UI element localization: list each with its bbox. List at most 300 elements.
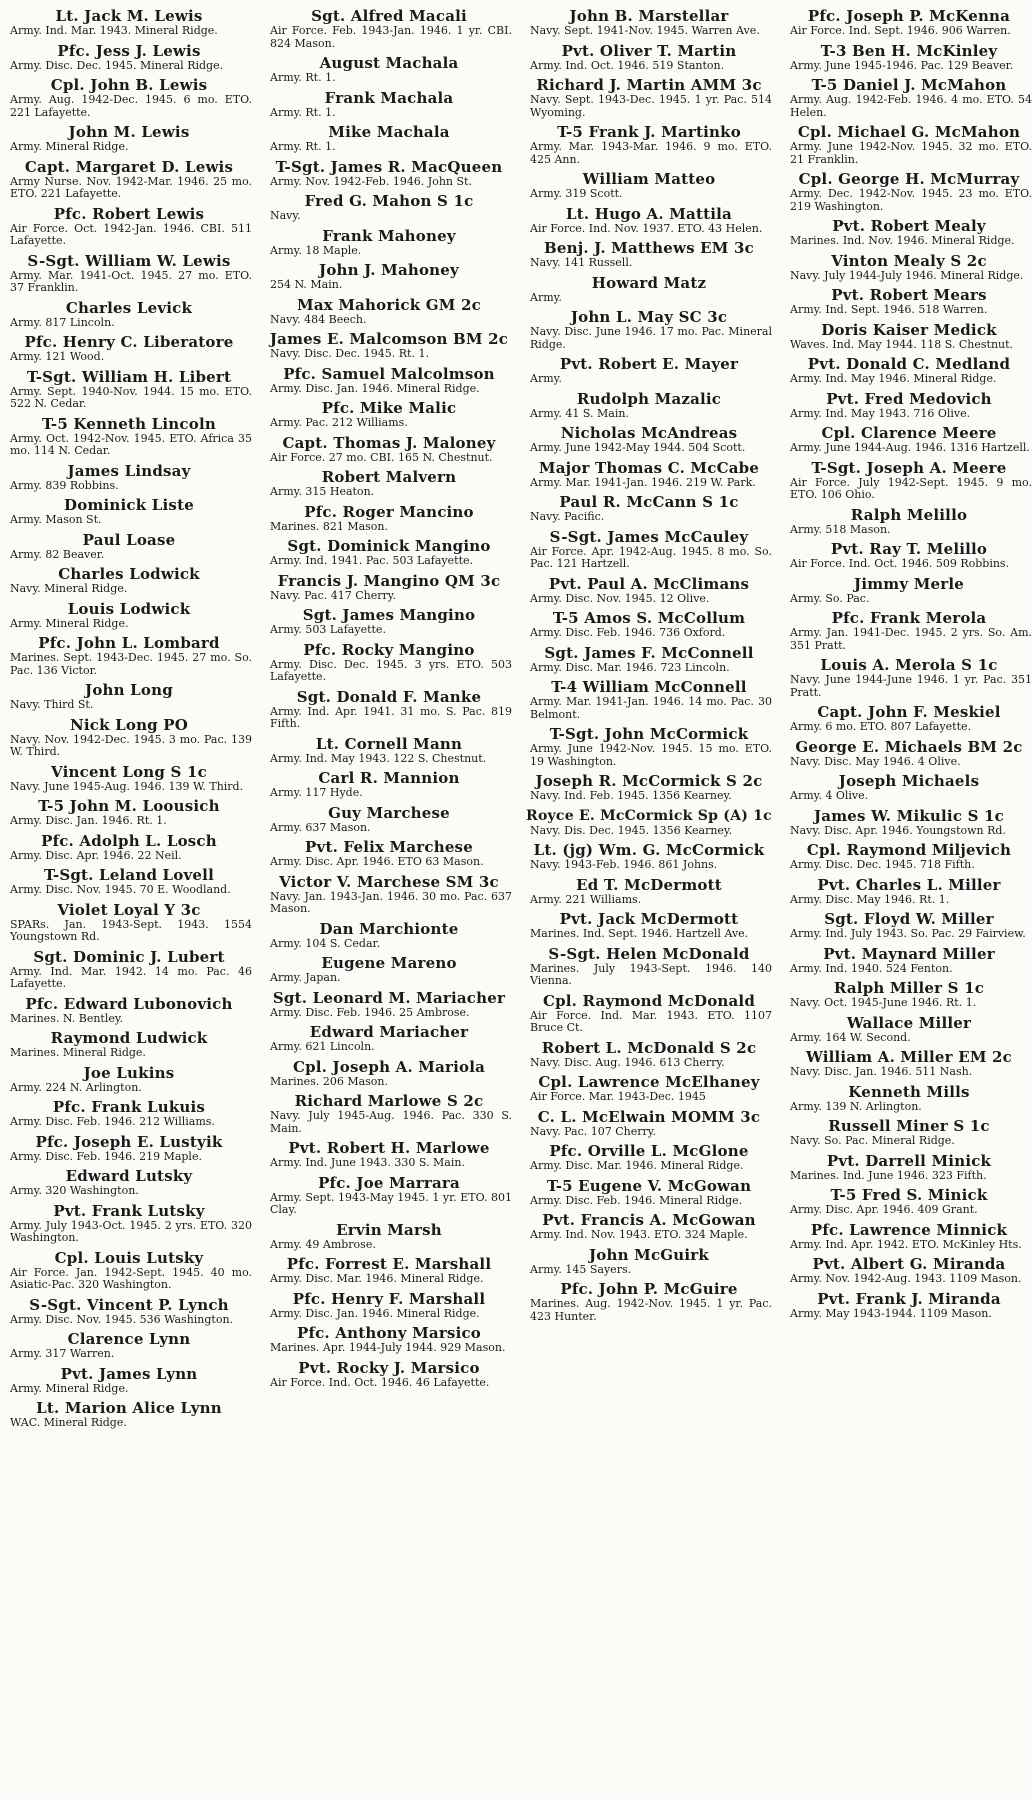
roster-entry — [526, 1143, 772, 1173]
roster-entry — [526, 1074, 772, 1104]
roster-entry — [266, 1024, 512, 1054]
service-detail: Army. Disc. Nov. 1945. 536 Washington. — [10, 1312, 234, 1326]
service-member-name: Sgt. Donald F. Manke — [296, 687, 482, 706]
service-member-name: Pfc. Joseph E. Lustyik — [35, 1132, 223, 1151]
service-member-name: Pfc. Anthony Marsico — [296, 1324, 482, 1342]
service-member-name: Eugene Mareno — [321, 954, 457, 972]
service-detail: Army. Mineral Ridge. — [10, 1381, 129, 1395]
service-member-name: Louis A. Merola S 1c — [820, 656, 998, 674]
service-detail: Air Force. Ind. Mar. 1943. ETO. 1107 Bruce Ct. — [530, 1008, 772, 1034]
service-member-name: Lt. Hugo A. Mattila — [566, 204, 732, 223]
service-member-name: Guy Marchese — [328, 803, 450, 822]
service-detail: Navy. Disc. Dec. 1945. Rt. 1. — [270, 347, 429, 360]
service-detail: Army. Disc. Jan. 1946. Mineral Ridge. — [270, 1306, 480, 1320]
service-detail: Army. 221 Williams. — [530, 892, 642, 906]
roster-entry — [266, 805, 512, 835]
roster-entry — [6, 798, 252, 828]
roster-entry — [786, 704, 1032, 734]
service-member-name: T-Sgt. James R. MacQueen — [275, 157, 503, 176]
service-member-name: Lt. Marion Alice Lynn — [36, 1399, 222, 1417]
roster-entry — [526, 356, 772, 386]
service-detail: Air Force. Ind. Oct. 1946. 509 Robbins. — [790, 557, 1010, 570]
service-member-name: Sgt. Leonard M. Mariacher — [272, 988, 506, 1007]
service-detail: Waves. Ind. May 1944. 118 S. Chestnut. — [790, 337, 1014, 351]
roster-entry — [6, 43, 252, 73]
service-detail: Army. 224 N. Arlington. — [10, 1080, 142, 1094]
service-member-name: Victor V. Marchese SM 3c — [279, 872, 499, 891]
service-detail: Marines. 206 Mason. — [270, 1074, 388, 1088]
roster-entry — [786, 1256, 1032, 1286]
roster-entry — [526, 77, 772, 119]
service-detail: Army. Mar. 1941-Jan. 1946. 14 mo. Pac. 30 Belmont. — [530, 695, 772, 721]
service-member-name: Edward Mariacher — [309, 1023, 469, 1041]
roster-entry — [266, 504, 512, 534]
service-detail: Army. Ind. Sept. 1946. 518 Warren. — [790, 303, 988, 316]
roster-entry — [266, 607, 512, 637]
service-member-name: Pfc. Roger Mancino — [304, 502, 474, 521]
roster-entry — [526, 124, 772, 166]
roster-entry — [266, 400, 512, 430]
service-detail: Army. July 1943-Oct. 1945. 2 yrs. ETO. 320 Washington. — [10, 1218, 252, 1244]
service-detail: Navy. Disc. Aug. 1946. 613 Cherry. — [530, 1055, 725, 1069]
service-detail: Army. Ind. May 1943. 122 S. Chestnut. — [270, 751, 487, 765]
service-detail: Army. Ind. Apr. 1941. 31 mo. S. Pac. 819 Fifth. — [270, 704, 512, 730]
service-detail: Army. Mar. 1941-Jan. 1946. 219 W. Park. — [530, 475, 756, 489]
service-member-name: Pfc. John P. McGuire — [560, 1280, 738, 1298]
service-detail: Army. Ind. Oct. 1946. 519 Stanton. — [530, 58, 725, 72]
service-detail: Navy. Disc. Apr. 1946. Youngstown Rd. — [790, 823, 1006, 837]
roster-entry — [266, 770, 512, 800]
service-member-name: Richard J. Martin AMM 3c — [536, 76, 762, 94]
roster-entry — [6, 867, 252, 897]
service-detail: Army. Disc. Jan. 1946. Mineral Ridge. — [270, 381, 480, 395]
service-member-name: John L. May SC 3c — [570, 308, 728, 326]
service-member-name: Cpl. John B. Lewis — [50, 76, 208, 94]
service-detail: Army. Japan. — [270, 971, 341, 984]
roster-entry — [786, 287, 1032, 317]
service-member-name: T-Sgt. Leland Lovell — [44, 866, 214, 884]
roster-entry — [266, 573, 512, 603]
service-detail: Army. Ind. June 1943. 330 S. Main. — [270, 1156, 465, 1169]
service-detail: Navy. Mineral Ridge. — [10, 582, 128, 595]
roster-entry — [786, 946, 1032, 976]
roster-entry — [266, 1059, 512, 1089]
service-detail: Army. Oct. 1942-Nov. 1945. ETO. Africa 35 mo. 114 N. Cedar. — [10, 431, 252, 457]
roster-entry — [6, 601, 252, 631]
service-detail: Marines. N. Bentley. — [10, 1011, 124, 1025]
roster-entry — [6, 682, 252, 712]
roster-entry — [526, 309, 772, 351]
service-detail: Navy. June 1945-Aug. 1946. 139 W. Third. — [10, 779, 244, 793]
roster-entry — [6, 369, 252, 411]
service-member-name: Paul R. McCann S 1c — [559, 493, 739, 511]
service-detail: Navy. Jan. 1943-Jan. 1946. 30 mo. Pac. 637 Mason. — [270, 889, 512, 915]
service-member-name: Francis J. Mangino QM 3c — [277, 571, 501, 590]
service-detail: Marines. Sept. 1943-Dec. 1945. 27 mo. So. Pac. 136 Victor. — [10, 651, 252, 677]
roster-entry — [786, 808, 1032, 838]
service-member-name: Sgt. Alfred Macali — [311, 7, 467, 25]
roster-entry — [786, 171, 1032, 213]
service-member-name: Wallace Miller — [846, 1013, 972, 1032]
service-detail: Army. 315 Heaton. — [270, 485, 375, 498]
roster-entry — [6, 159, 252, 201]
service-detail: Army. 317 Warren. — [10, 1347, 115, 1360]
service-detail: Army. 121 Wood. — [10, 350, 105, 363]
service-member-name: T-4 William McConnell — [551, 678, 747, 696]
roster-entry — [6, 497, 252, 527]
service-detail: Navy. July 1945-Aug. 1946. Pac. 330 S. Main. — [270, 1109, 512, 1135]
service-detail: Marines. Aug. 1942-Nov. 1945. 1 yr. Pac. 423 Hunter. — [530, 1297, 772, 1323]
service-detail: Army. Disc. Dec. 1945. 718 Fifth. — [790, 858, 975, 871]
roster-entry — [266, 736, 512, 766]
roster-entry — [526, 679, 772, 721]
service-member-name: Nick Long PO — [69, 715, 189, 734]
roster-entry — [6, 1400, 252, 1430]
service-detail: Army. 518 Mason. — [790, 522, 891, 536]
service-detail: Army. 320 Washington. — [10, 1184, 139, 1197]
service-member-name: August Machala — [319, 54, 459, 72]
roster-entry — [266, 538, 512, 568]
service-member-name: Pvt. Frank Lutsky — [53, 1201, 205, 1220]
roster-entry — [6, 1099, 252, 1129]
service-member-name: S-Sgt. William W. Lewis — [27, 251, 231, 270]
service-detail: Air Force. Feb. 1943-Jan. 1946. 1 yr. CBI. 824 Mason. — [270, 24, 512, 50]
service-detail: Marines. Ind. June 1946. 323 Fifth. — [790, 1168, 987, 1182]
service-detail: Army. Disc. Feb. 1946. 25 Ambrose. — [270, 1005, 470, 1019]
service-member-name: S-Sgt. James McCauley — [549, 527, 749, 546]
service-member-name: Pfc. Jess J. Lewis — [57, 41, 201, 60]
roster-entry — [526, 993, 772, 1035]
service-member-name: John M. Lewis — [68, 123, 190, 141]
roster-entry — [786, 43, 1032, 73]
service-detail: Army. Dec. 1942-Nov. 1945. 23 mo. ETO. 219 Washington. — [790, 187, 1032, 213]
service-detail: Army Nurse. Nov. 1942-Mar. 1946. 25 mo. ETO. 221 Lafayette. — [10, 174, 252, 200]
roster-entry — [266, 159, 512, 189]
service-member-name: Pvt. Robert Mealy — [832, 217, 986, 235]
roster-entry — [6, 253, 252, 295]
roster-entry — [786, 1015, 1032, 1045]
service-detail: Air Force. Jan. 1942-Sept. 1945. 40 mo. Asiatic-Pac. 320 Washington. — [10, 1265, 252, 1291]
roster-entry — [786, 77, 1032, 119]
roster-entry — [786, 773, 1032, 803]
service-member-name: Pfc. Henry C. Liberatore — [24, 333, 234, 351]
service-member-name: Pfc. Adolph L. Losch — [41, 831, 217, 850]
service-detail: Navy. Pac. 417 Cherry. — [270, 588, 397, 602]
service-detail: Army. Nov. 1942-Aug. 1943. 1109 Mason. — [790, 1272, 1022, 1285]
service-member-name: Pvt. Charles L. Miller — [817, 875, 1001, 894]
service-member-name: William Matteo — [582, 170, 716, 188]
roster-entry — [6, 1168, 252, 1198]
service-detail: Army. Disc. Feb. 1946. Mineral Ridge. — [530, 1193, 743, 1207]
service-member-name: Sgt. Dominick Mangino — [287, 537, 491, 555]
service-member-name: Pfc. Rocky Mangino — [303, 640, 475, 659]
service-member-name: T-5 Frank J. Martinko — [557, 123, 741, 141]
service-detail: Army. Disc. Dec. 1945. 3 yrs. ETO. 503 Lafayette. — [270, 657, 512, 683]
service-member-name: S-Sgt. Helen McDonald — [548, 944, 750, 963]
service-member-name: Benj. J. Matthews EM 3c — [543, 239, 754, 257]
service-detail: Navy. Disc. June 1946. 17 mo. Pac. Mineral Ridge. — [530, 325, 772, 351]
service-detail: Army. Disc. Apr. 1946. 22 Neil. — [10, 848, 182, 862]
service-member-name: Fred G. Mahon S 1c — [304, 192, 474, 210]
service-detail: Army. Jan. 1941-Dec. 1945. 2 yrs. So. Am. 351 Pratt. — [790, 626, 1032, 652]
service-detail: Army. 139 N. Arlington. — [790, 1099, 922, 1113]
roster-entry — [266, 955, 512, 985]
service-detail: Air Force. Oct. 1942-Jan. 1946. CBI. 511 Lafayette. — [10, 221, 252, 247]
roster-entry — [266, 55, 512, 85]
roster-entry — [6, 1203, 252, 1245]
service-member-name: Lt. Cornell Mann — [315, 734, 463, 753]
roster-entry — [526, 842, 772, 872]
service-member-name: T-3 Ben H. McKinley — [820, 41, 998, 60]
service-member-name: T-5 Kenneth Lincoln — [42, 414, 216, 433]
roster-entry — [786, 657, 1032, 699]
service-member-name: Cpl. George H. McMurray — [798, 170, 1020, 188]
service-detail: Army. 104 S. Cedar. — [270, 936, 381, 950]
service-member-name: Ralph Melillo — [850, 505, 968, 524]
service-detail: Air Force. Ind. Sept. 1946. 906 Warren. — [790, 24, 1011, 37]
roster-entry — [266, 366, 512, 396]
service-member-name: Ralph Miller S 1c — [833, 979, 985, 997]
service-detail: Army. Ind. May 1943. 716 Olive. — [790, 406, 971, 420]
roster-entry — [526, 43, 772, 73]
service-member-name: Lt. Jack M. Lewis — [55, 7, 203, 25]
service-detail: Army. Nov. 1942-Feb. 1946. John St. — [270, 174, 472, 188]
service-detail: Navy. 484 Beech. — [270, 312, 367, 326]
service-detail: Army. Aug. 1942-Feb. 1946. 4 mo. ETO. 54 Helen. — [790, 93, 1032, 119]
service-member-name: Cpl. Raymond McDonald — [542, 991, 756, 1010]
service-detail: Army. Sept. 1940-Nov. 1944. 15 mo. ETO. 522 N. Cedar. — [10, 384, 252, 410]
roster-entry — [786, 877, 1032, 907]
service-detail: Navy. Oct. 1945-June 1946. Rt. 1. — [790, 996, 977, 1009]
roster-entry — [526, 391, 772, 421]
roster-entry — [786, 507, 1032, 537]
roster-entry — [786, 425, 1032, 455]
roster-entry — [266, 8, 512, 50]
roster-entry — [526, 946, 772, 988]
roster-entry — [786, 322, 1032, 352]
service-detail: Navy. Third St. — [10, 698, 94, 711]
service-detail: Marines. Ind. Sept. 1946. Hartzell Ave. — [530, 927, 749, 940]
roster-entry — [526, 171, 772, 201]
roster-entry — [266, 990, 512, 1020]
roster-entry — [266, 642, 512, 684]
service-detail: Army. June 1942-Nov. 1945. 15 mo. ETO. 19 Washington. — [530, 742, 772, 768]
service-member-name: Howard Matz — [591, 273, 707, 292]
roster-entry — [266, 1140, 512, 1170]
service-detail: Army. 164 W. Second. — [790, 1030, 911, 1044]
roster-entry — [6, 1250, 252, 1292]
roster-entry — [786, 1187, 1032, 1217]
roster-entry — [266, 193, 512, 223]
service-member-name: T-5 John M. Loousich — [38, 797, 220, 815]
service-member-name: Clarence Lynn — [67, 1330, 191, 1348]
service-detail: Army. 621 Lincoln. — [270, 1040, 375, 1053]
roster-entry — [786, 391, 1032, 421]
roster-entry — [6, 1030, 252, 1060]
service-detail: Marines. Mineral Ridge. — [10, 1046, 146, 1059]
service-detail: Marines. Apr. 1944-July 1944. 929 Mason. — [270, 1341, 506, 1354]
service-detail: Army. Disc. Nov. 1945. 70 E. Woodland. — [10, 883, 231, 896]
roster-entry — [526, 206, 772, 236]
service-member-name: Rudolph Mazalic — [576, 389, 722, 408]
service-member-name: James W. Mikulic S 1c — [813, 806, 1005, 825]
roster-entry — [266, 1256, 512, 1286]
roster-entry — [266, 921, 512, 951]
service-member-name: T-5 Amos S. McCollum — [552, 609, 746, 627]
service-detail: Navy. June 1944-June 1946. 1 yr. Pac. 351 Pratt. — [790, 673, 1032, 699]
roster-entry — [786, 1291, 1032, 1321]
service-member-name: Raymond Ludwick — [50, 1029, 208, 1047]
roster-entry — [786, 980, 1032, 1010]
service-member-name: Cpl. Clarence Meere — [821, 424, 997, 442]
roster-entry — [786, 739, 1032, 769]
service-member-name: Capt. Thomas J. Maloney — [282, 433, 496, 452]
service-member-name: Pfc. Samuel Malcolmson — [283, 364, 495, 383]
service-detail: Army. 4 Olive. — [790, 789, 869, 802]
service-member-name: Cpl. Michael G. McMahon — [797, 123, 1021, 141]
roster-entry — [786, 218, 1032, 248]
service-member-name: C. L. McElwain MOMM 3c — [537, 1107, 761, 1126]
service-member-name: T-5 Eugene V. McGowan — [546, 1176, 752, 1195]
service-member-name: Pvt. Robert E. Mayer — [559, 355, 739, 373]
roster-column-1 — [6, 8, 252, 1435]
service-detail: Army. 49 Ambrose. — [270, 1237, 376, 1251]
service-member-name: Pfc. Joseph P. McKenna — [807, 7, 1011, 25]
roster-entry — [786, 911, 1032, 941]
service-detail: Navy. Disc. May 1946. 4 Olive. — [790, 754, 961, 768]
service-member-name: Pvt. Maynard Miller — [823, 944, 995, 963]
service-detail: Navy. Nov. 1942-Dec. 1945. 3 mo. Pac. 139 W. Third. — [10, 732, 252, 758]
roster-entry — [6, 949, 252, 991]
roster-entry — [6, 8, 252, 38]
roster-entry — [6, 635, 252, 677]
service-member-name: Pfc. Lawrence Minnick — [810, 1220, 1008, 1239]
service-detail: Army. Disc. Apr. 1946. 409 Grant. — [790, 1203, 978, 1216]
roster-entry — [526, 275, 772, 305]
service-detail: Army. Rt. 1. — [270, 71, 336, 84]
service-member-name: Pfc. Joe Marrara — [318, 1173, 460, 1192]
roster-entry — [6, 300, 252, 330]
service-member-name: T-Sgt. William H. Libert — [26, 367, 232, 386]
roster-entry — [6, 764, 252, 794]
service-member-name: James Lindsay — [67, 461, 191, 480]
service-detail: Army. 817 Lincoln. — [10, 315, 115, 329]
roster-entry — [786, 1222, 1032, 1252]
service-detail: Army. Mason St. — [10, 513, 102, 526]
roster-entry — [266, 1222, 512, 1252]
roster-entry — [526, 1281, 772, 1323]
roster-entry — [6, 1065, 252, 1095]
service-detail: Army. Ind. 1940. 524 Fenton. — [790, 961, 953, 975]
roster-entry — [786, 124, 1032, 166]
service-member-name: Pvt. Robert Mears — [831, 286, 987, 304]
service-detail: Army. Disc. Mar. 1946. Mineral Ridge. — [530, 1159, 744, 1172]
service-detail: Army. Mar. 1943-Mar. 1946. 9 mo. ETO. 425 Ann. — [530, 140, 772, 166]
service-detail: Army. Ind. July 1943. So. Pac. 29 Fairview. — [790, 927, 1026, 940]
service-member-name: Violet Loyal Y 3c — [57, 900, 201, 919]
roster-entry — [6, 416, 252, 458]
service-detail: Marines. 821 Mason. — [270, 519, 388, 533]
roster-entry — [266, 874, 512, 916]
service-detail: Navy. 1943-Feb. 1946. 861 Johns. — [530, 858, 718, 871]
service-member-name: James E. Malcomson BM 2c — [269, 330, 509, 348]
roster-entry — [266, 1325, 512, 1355]
roster-entry — [6, 833, 252, 863]
roster-entry — [526, 8, 772, 38]
service-member-name: Pvt. Jack McDermott — [559, 910, 739, 928]
roster-entry — [6, 532, 252, 562]
service-member-name: T-Sgt. John McCormick — [549, 725, 749, 743]
service-member-name: Pvt. Paul A. McClimans — [548, 574, 750, 593]
roster-entry — [526, 610, 772, 640]
roster-entry — [786, 253, 1032, 283]
service-member-name: Sgt. Dominic J. Lubert — [33, 947, 225, 966]
service-member-name: Joe Lukins — [83, 1063, 175, 1082]
service-member-name: T-5 Daniel J. McMahon — [811, 76, 1007, 94]
service-detail: Army. Pac. 212 Williams. — [270, 416, 408, 429]
service-member-name: Pvt. James Lynn — [60, 1364, 198, 1383]
roster-entry — [786, 1084, 1032, 1114]
service-member-name: Cpl. Raymond Miljevich — [806, 841, 1012, 859]
service-detail: Army. Ind. May 1946. Mineral Ridge. — [790, 372, 997, 385]
service-member-name: Sgt. Floyd W. Miller — [824, 910, 994, 928]
service-member-name: Robert L. McDonald S 2c — [541, 1038, 757, 1057]
service-member-name: Pfc. Forrest E. Marshall — [286, 1255, 492, 1273]
roster-entry — [526, 726, 772, 768]
service-detail: Navy. Dis. Dec. 1945. 1356 Kearney. — [530, 823, 733, 837]
service-member-name: T-5 Fred S. Minick — [830, 1186, 988, 1204]
service-member-name: Pfc. Henry F. Marshall — [292, 1289, 486, 1308]
roster-entry — [526, 576, 772, 606]
service-member-name: Max Mahorick GM 2c — [297, 295, 481, 314]
roster-entry — [266, 228, 512, 258]
service-member-name: Mike Machala — [328, 123, 450, 141]
service-detail: Army. Rt. 1. — [270, 140, 336, 153]
service-detail: Army. Ind. Mar. 1943. Mineral Ridge. — [10, 24, 218, 37]
roster-entry — [6, 463, 252, 493]
roster-entry — [6, 124, 252, 154]
service-detail: Army. Rt. 1. — [270, 105, 336, 119]
service-detail: Navy. Ind. Feb. 1945. 1356 Kearney. — [530, 789, 732, 802]
roster-entry — [526, 494, 772, 524]
roster-entry — [6, 77, 252, 119]
service-member-name: Sgt. James Mangino — [302, 606, 476, 624]
service-member-name: Cpl. Louis Lutsky — [54, 1248, 204, 1267]
service-member-name: Frank Mahoney — [322, 226, 456, 245]
service-detail: Army. June 1944-Aug. 1946. 1316 Hartzell. — [790, 441, 1030, 454]
service-member-name: Ervin Marsh — [336, 1220, 442, 1239]
roster-entry — [266, 689, 512, 731]
service-detail: Army. — [530, 290, 562, 304]
roster-entry — [266, 1093, 512, 1135]
service-detail: Army. Mar. 1941-Oct. 1945. 27 mo. ETO. 37 Franklin. — [10, 268, 252, 294]
service-detail: Air Force. 27 mo. CBI. 165 N. Chestnut. — [270, 450, 493, 464]
service-member-name: Richard Marlowe S 2c — [294, 1092, 484, 1110]
roster-entry — [266, 90, 512, 120]
roster-entry — [266, 297, 512, 327]
service-member-name: Louis Lodwick — [67, 599, 191, 618]
service-member-name: Pvt. Darrell Minick — [826, 1151, 992, 1170]
service-member-name: T-Sgt. Joseph A. Meere — [811, 458, 1007, 477]
roster-entry — [6, 1366, 252, 1396]
service-detail: Navy. Pacific. — [530, 510, 605, 523]
roster-entry — [786, 1153, 1032, 1183]
service-detail: Air Force. Mar. 1943-Dec. 1945 — [530, 1090, 706, 1103]
roster-entry — [526, 1247, 772, 1277]
service-member-name: Pfc. Orville L. McGlone — [549, 1142, 749, 1160]
roster-entry — [526, 911, 772, 941]
service-member-name: Carl R. Mannion — [318, 769, 460, 787]
